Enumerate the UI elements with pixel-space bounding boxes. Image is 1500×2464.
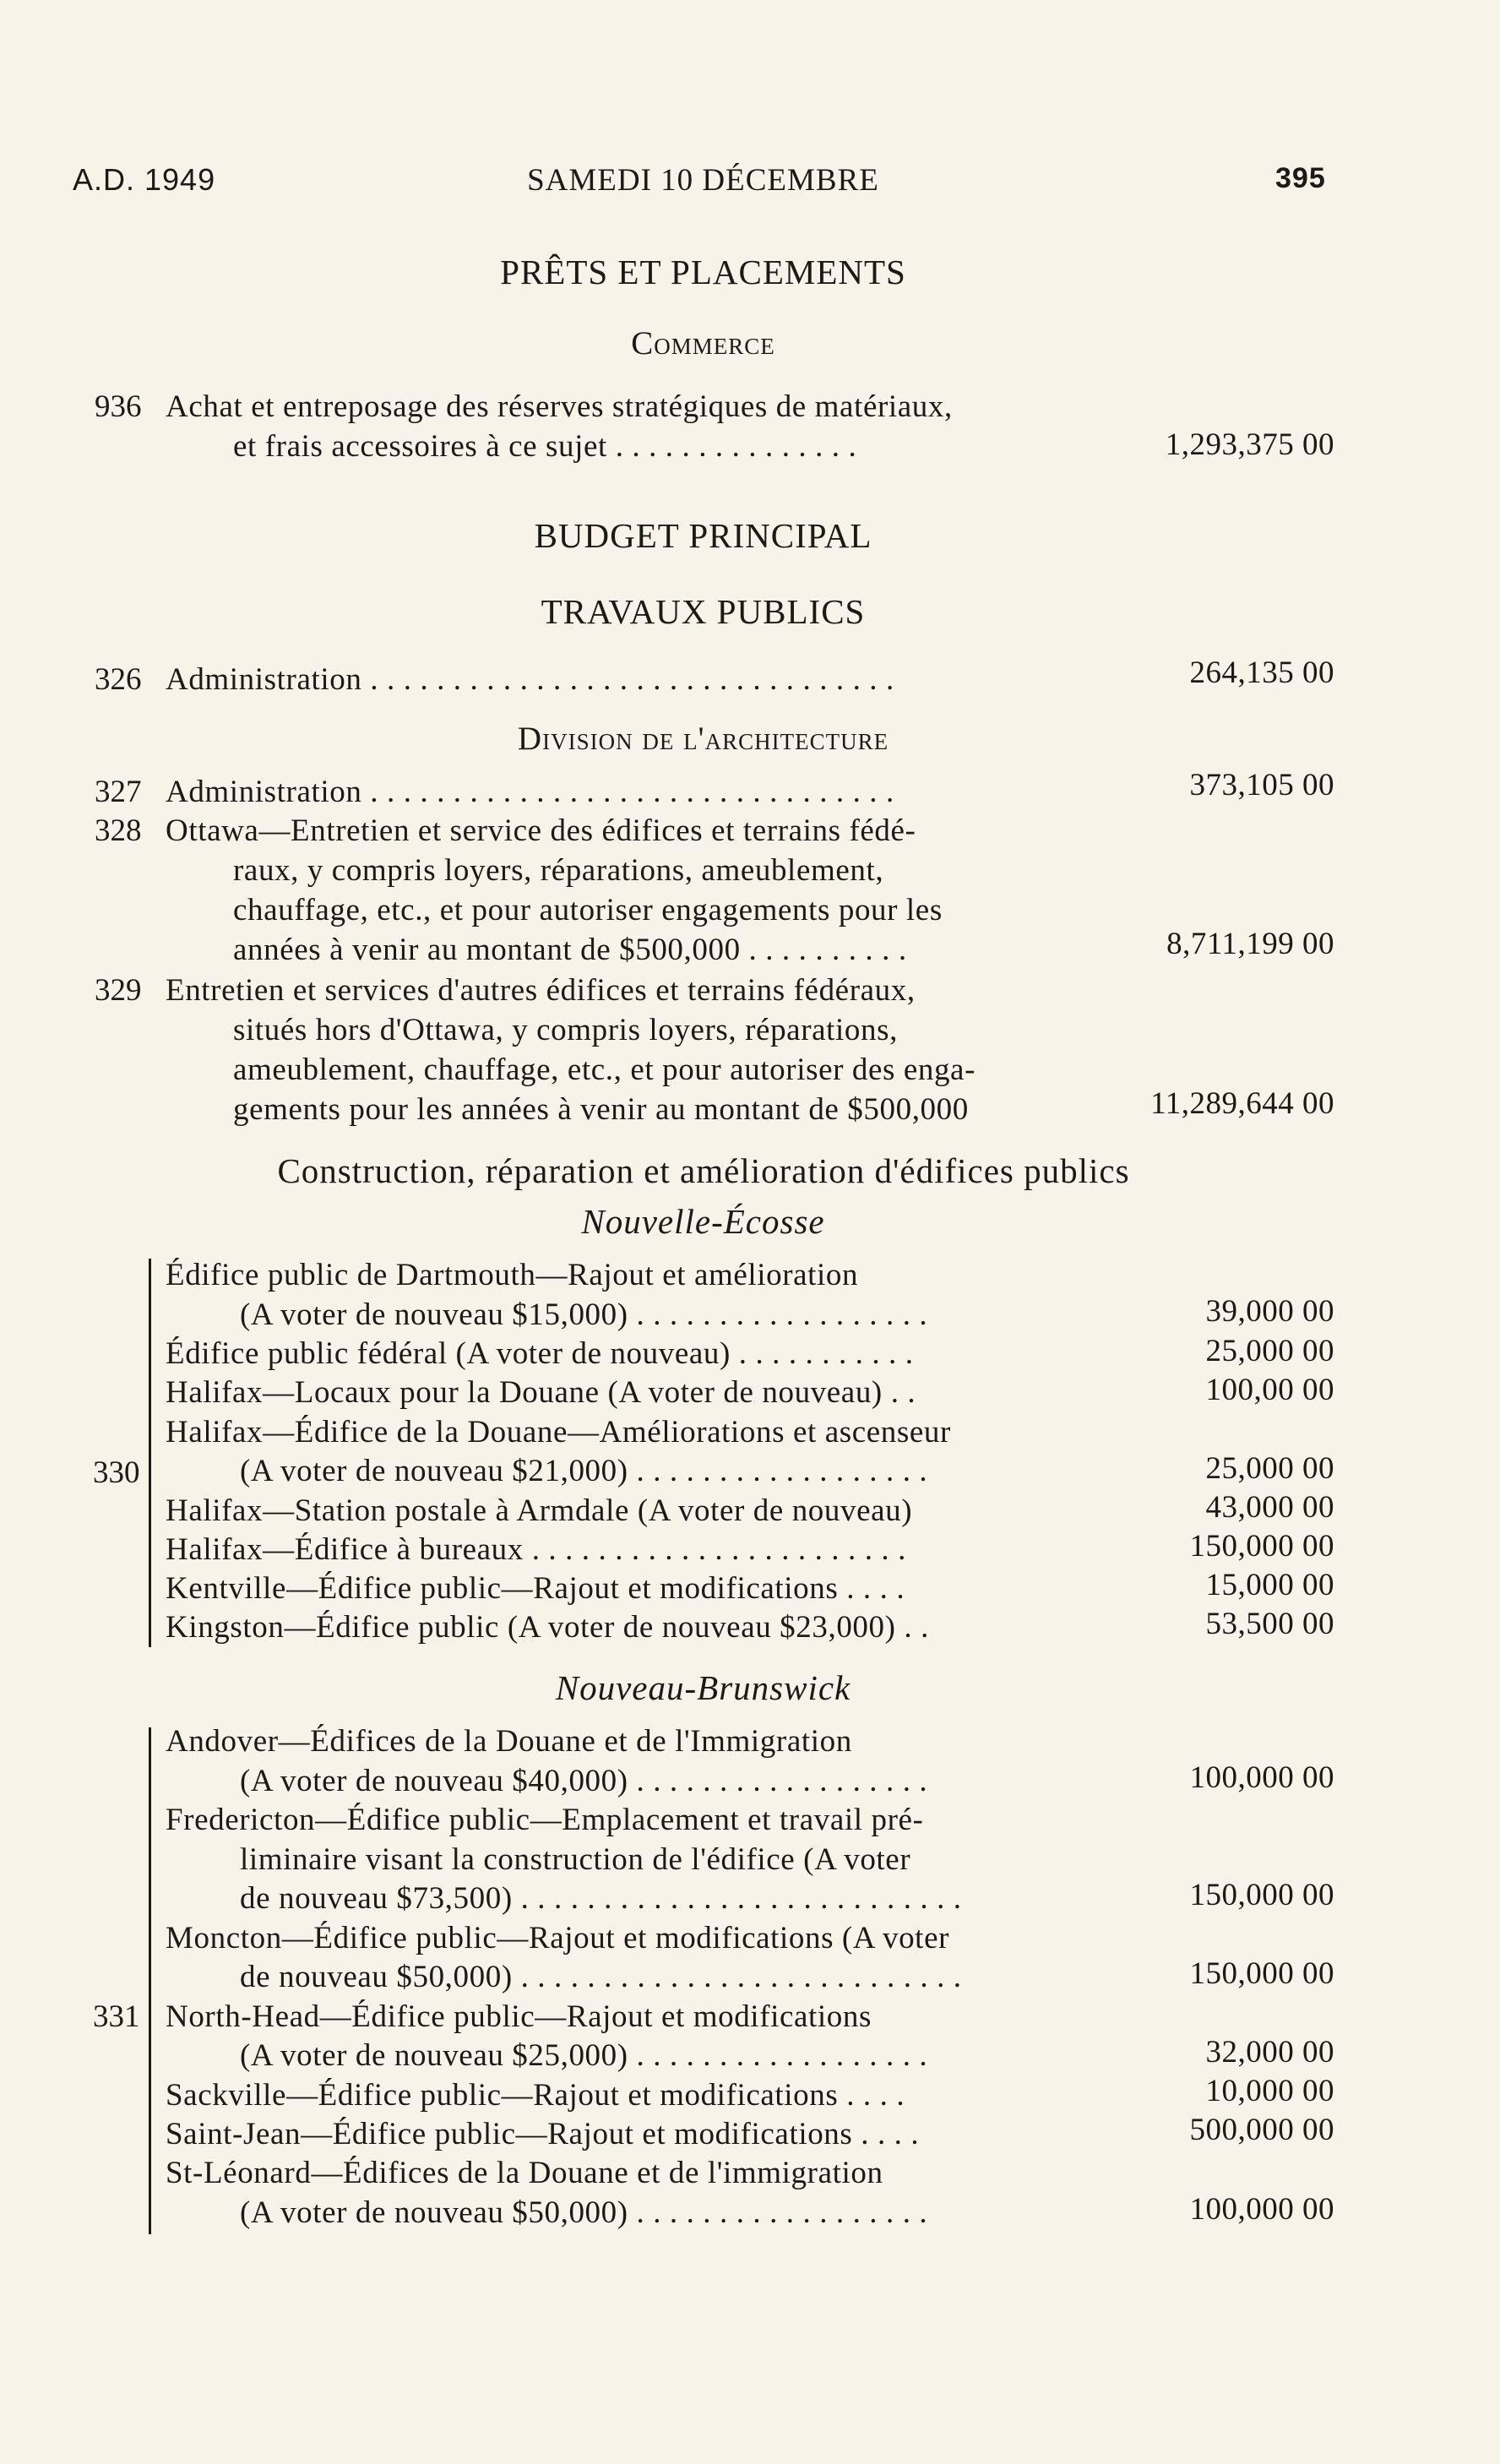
item-936-line1: Achat et entreposage des réserves stratégiques de matériaux, — [166, 389, 953, 424]
g330-row4-amount: 25,000 00 — [1205, 1451, 1334, 1486]
g331-row7-line1: St-Léonard—Édifices de la Douane et de l'immigration — [166, 2156, 883, 2190]
g330-row4-line2: (A voter de nouveau $21,000) . . . . . . . . . . . . . . . . . . — [240, 1454, 928, 1488]
g331-row1-line1: Andover—Édifices de la Douane et de l'Immigration — [166, 1724, 852, 1759]
page-number: 395 — [1275, 162, 1326, 194]
item-328-line4: années à venir au montant de $500,000 . . . . . . . . . . — [233, 933, 907, 967]
g331-row4-line2: (A voter de nouveau $25,000) . . . . . . . . . . . . . . . . . . — [240, 2038, 928, 2073]
g330-row5-amount: 43,000 00 — [1205, 1490, 1334, 1525]
item-328-number: 328 — [95, 813, 142, 848]
g331-row2-amount: 150,000 00 — [1189, 1878, 1334, 1912]
g331-row1-amount: 100,000 00 — [1189, 1760, 1334, 1795]
g331-row6-line1: Saint-Jean—Édifice public—Rajout et modifications . . . . — [166, 2117, 920, 2151]
g331-row2-line3: de nouveau $73,500) . . . . . . . . . . . . . . . . . . . . . . . . . . . — [240, 1881, 962, 1916]
header-date: SAMEDI 10 DÉCEMBRE — [527, 163, 879, 198]
g330-row2-amount: 25,000 00 — [1205, 1334, 1334, 1368]
g331-row6-amount: 500,000 00 — [1189, 2113, 1334, 2147]
g330-row8-line1: Kingston—Édifice public (A voter de nouveau $23,000) . . — [166, 1610, 929, 1645]
g331-row2-line2: liminaire visant la construction de l'édifice (A voter — [240, 1842, 911, 1877]
item-328-line1: Ottawa—Entretien et service des édifices et terrains fédé- — [166, 813, 916, 848]
province-nouveau-brunswick: Nouveau-Brunswick — [555, 1668, 851, 1707]
g330-row7-line1: Kentville—Édifice public—Rajout et modifications . . . . — [166, 1571, 905, 1606]
g330-row1-line1: Édifice public de Dartmouth—Rajout et amélioration — [166, 1258, 859, 1292]
section-title-prets: PRÊTS ET PLACEMENTS — [500, 253, 906, 291]
g330-row8-amount: 53,500 00 — [1205, 1607, 1334, 1641]
item-936-line2: et frais accessoires à ce sujet . . . . . . . . . . . . . . . — [233, 429, 857, 464]
subsection-commerce: Commerce — [631, 325, 775, 362]
g331-row4-amount: 32,000 00 — [1205, 2035, 1334, 2070]
g330-row3-line1: Halifax—Locaux pour la Douane (A voter de nouveau) . . — [166, 1375, 916, 1410]
g331-row3-line1: Moncton—Édifice public—Rajout et modifications (A voter — [166, 1921, 950, 1955]
section-title-travaux: TRAVAUX PUBLICS — [541, 592, 866, 631]
item-329-line2: situés hors d'Ottawa, y compris loyers, réparations, — [233, 1013, 898, 1047]
item-326-amount: 264,135 00 — [1189, 655, 1334, 690]
item-327-amount: 373,105 00 — [1189, 768, 1334, 802]
g330-row5-line1: Halifax—Station postale à Armdale (A voter de nouveau) — [166, 1493, 913, 1528]
item-326-number: 326 — [95, 662, 142, 697]
g331-row2-line1: Fredericton—Édifice public—Emplacement et travail pré- — [166, 1803, 924, 1837]
g331-row5-line1: Sackville—Édifice public—Rajout et modifications . . . . — [166, 2078, 905, 2113]
g330-row3-amount: 100,00 00 — [1205, 1373, 1334, 1407]
header-year: A.D. 1949 — [73, 162, 216, 197]
g330-row1-amount: 39,000 00 — [1205, 1294, 1334, 1329]
item-328-line3: chauffage, etc., et pour autoriser engagements pour les — [233, 893, 943, 927]
subsection-division: Division de l'architecture — [517, 721, 889, 757]
province-nouvelle-ecosse: Nouvelle-Écosse — [581, 1202, 825, 1241]
item-327-line1: Administration . . . . . . . . . . . . . . . . . . . . . . . . . . . . . . . . — [166, 775, 894, 809]
group-331-number: 331 — [93, 1999, 140, 2034]
item-329-amount: 11,289,644 00 — [1150, 1086, 1334, 1121]
subsection-construction: Construction, réparation et amélioration d'édifices publics — [277, 1151, 1130, 1190]
item-329-number: 329 — [95, 973, 142, 1008]
brace-330 — [149, 1259, 163, 1647]
item-328-line2: raux, y compris loyers, réparations, ameublement, — [233, 853, 884, 888]
item-328-amount: 8,711,199 00 — [1166, 927, 1334, 961]
g330-row4-line1: Halifax—Édifice de la Douane—Améliorations et ascenseur — [166, 1415, 951, 1450]
item-936-amount: 1,293,375 00 — [1165, 427, 1334, 462]
g331-row3-amount: 150,000 00 — [1189, 1956, 1334, 1991]
item-327-number: 327 — [95, 775, 142, 809]
g330-row7-amount: 15,000 00 — [1205, 1568, 1334, 1602]
g331-row7-line2: (A voter de nouveau $50,000) . . . . . . . . . . . . . . . . . . — [240, 2195, 928, 2230]
g330-row1-line2: (A voter de nouveau $15,000) . . . . . . . . . . . . . . . . . . — [240, 1297, 928, 1332]
item-329-line3: ameublement, chauffage, etc., et pour autoriser des enga- — [233, 1053, 976, 1087]
g331-row5-amount: 10,000 00 — [1205, 2074, 1334, 2108]
g330-row6-amount: 150,000 00 — [1189, 1529, 1334, 1564]
g330-row6-line1: Halifax—Édifice à bureaux . . . . . . . . . . . . . . . . . . . . . . . — [166, 1532, 906, 1567]
item-329-line4: gements pour les années à venir au montant de $500,000 — [233, 1092, 969, 1127]
group-330-number: 330 — [93, 1455, 140, 1490]
item-329-line1: Entretien et services d'autres édifices et terrains fédéraux, — [166, 973, 916, 1008]
brace-331 — [149, 1727, 163, 2234]
g330-row2-line1: Édifice public fédéral (A voter de nouveau) . . . . . . . . . . . — [166, 1336, 914, 1371]
item-326-line1: Administration . . . . . . . . . . . . . . . . . . . . . . . . . . . . . . . . — [166, 662, 894, 697]
g331-row7-amount: 100,000 00 — [1189, 2192, 1334, 2227]
item-936-number: 936 — [95, 389, 142, 424]
section-title-budget: BUDGET PRINCIPAL — [534, 516, 872, 555]
g331-row1-line2: (A voter de nouveau $40,000) . . . . . . . . . . . . . . . . . . — [240, 1764, 928, 1798]
g331-row4-line1: North-Head—Édifice public—Rajout et modifications — [166, 1999, 872, 2034]
g331-row3-line2: de nouveau $50,000) . . . . . . . . . . . . . . . . . . . . . . . . . . . — [240, 1960, 962, 1994]
